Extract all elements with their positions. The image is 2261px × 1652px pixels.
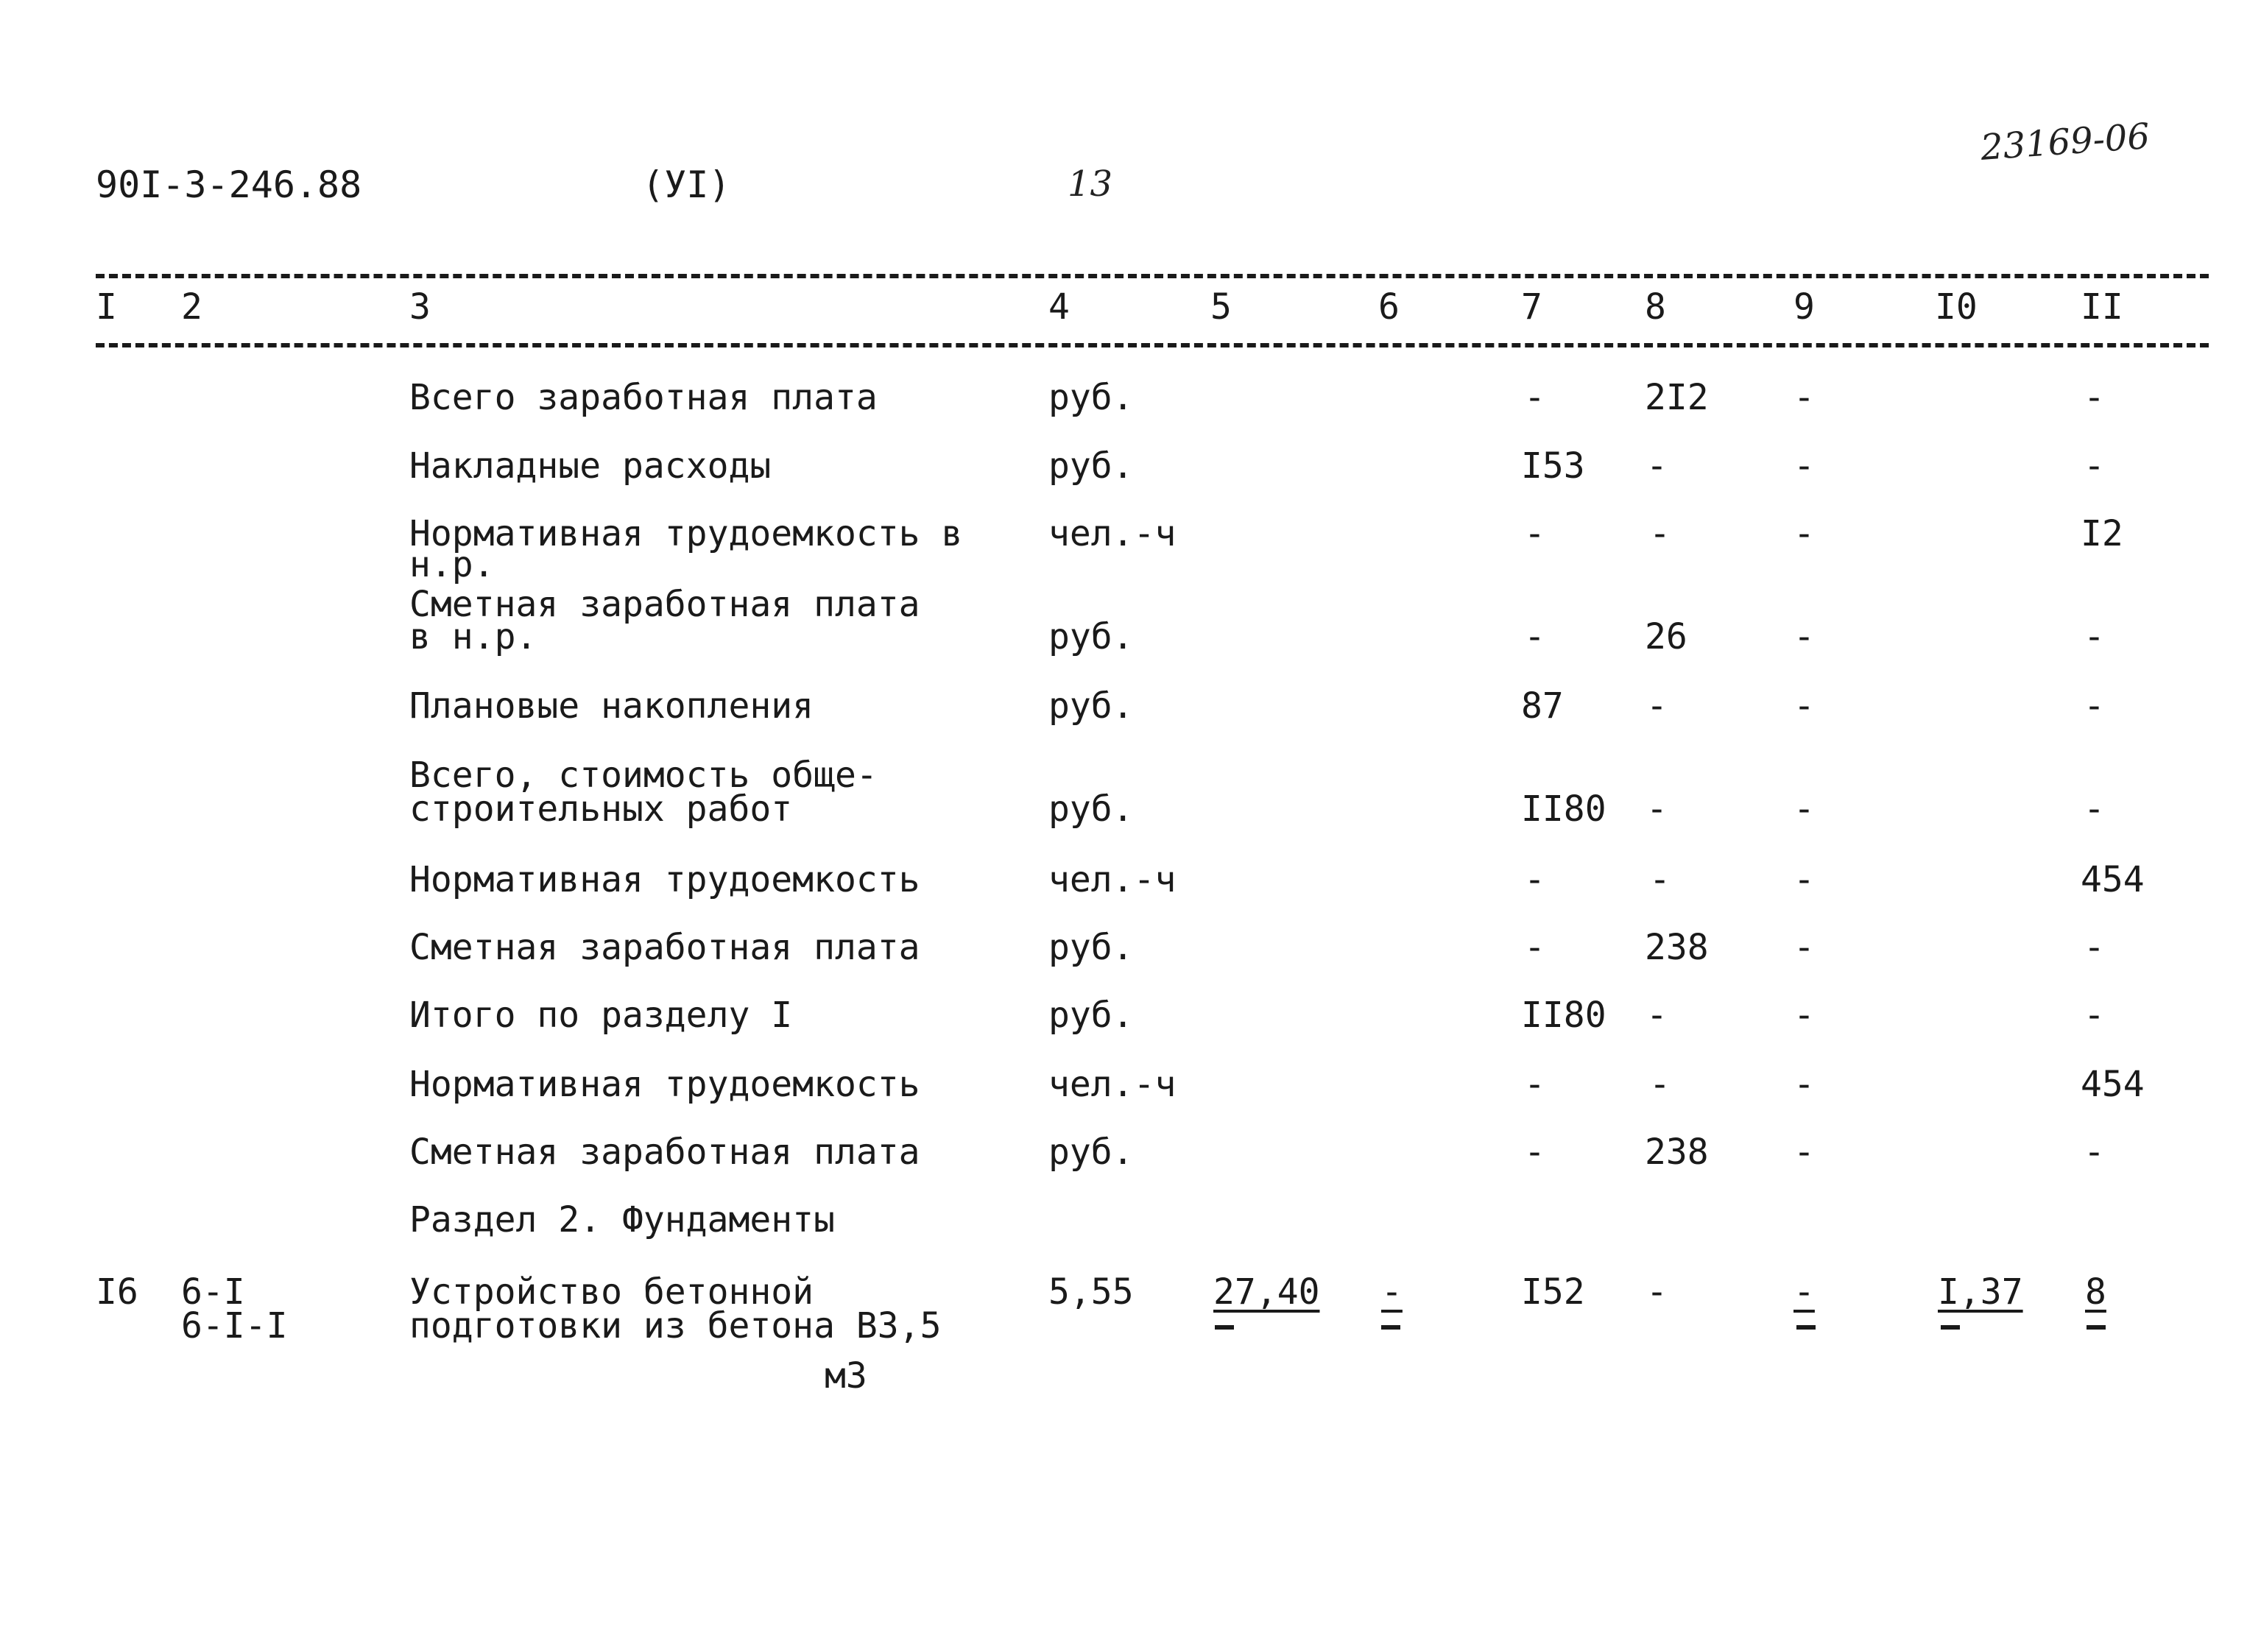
cell-col7: - (1524, 513, 1545, 554)
cell-col10: I,37 (1938, 1271, 2023, 1313)
table-top-rule (96, 274, 2209, 278)
column-header: 6 (1378, 286, 1400, 328)
row-name-cont: н.р. (409, 544, 495, 585)
column-header: 5 (1210, 286, 1232, 328)
row-name: Нормативная трудоемкость (409, 1064, 920, 1105)
cell-col8: - (1649, 859, 1671, 900)
cell-col8: 238 (1645, 1132, 1709, 1173)
cell-col11: - (2084, 445, 2105, 487)
cell-col8: - (1646, 445, 1668, 487)
cell-col8: - (1646, 788, 1668, 830)
row-unit: руб. (1048, 685, 1134, 727)
cell-col11: 454 (2081, 859, 2145, 900)
cell-col7: - (1524, 377, 1545, 418)
cell-col7: I53 (1521, 445, 1585, 487)
row-name: Нормативная трудоемкость (409, 859, 920, 900)
section-heading: Раздел 2. Фундаменты (409, 1199, 835, 1240)
cell-col7: II80 (1521, 788, 1606, 830)
cell-col9: - (1793, 995, 1815, 1036)
cell-col8: - (1649, 1064, 1671, 1105)
row-unit: чел.-ч (1048, 1064, 1177, 1105)
page-number: 13 (1068, 163, 1113, 205)
cell-col5: 27,40 (1213, 1271, 1320, 1313)
row-unit: чел.-ч (1048, 513, 1177, 554)
cell-col8: 2I2 (1645, 377, 1709, 418)
row-name: Плановые накопления (409, 685, 814, 727)
cell-col7: - (1524, 1064, 1545, 1105)
table-header-rule (96, 343, 2209, 347)
dash-mark (1381, 1325, 1400, 1330)
cell-col8: 238 (1645, 927, 1709, 968)
dash-mark (1215, 1325, 1234, 1330)
row-name: Сметная заработная плата (409, 584, 920, 625)
cell-col11: - (2084, 377, 2105, 418)
column-header: 8 (1645, 286, 1666, 328)
row-unit: руб. (1048, 377, 1134, 418)
row-unit: руб. (1048, 927, 1134, 968)
column-header: 4 (1048, 286, 1070, 328)
row-name: Устройство бетонной (409, 1271, 814, 1313)
cell-col11: - (2084, 995, 2105, 1036)
cell-col11: - (2084, 616, 2105, 657)
cell-col8: - (1646, 1271, 1668, 1313)
row-unit: чел.-ч (1048, 859, 1177, 900)
row-name: Сметная заработная плата (409, 1132, 920, 1173)
row-unit: руб. (1048, 1132, 1134, 1173)
cell-col4: 5,55 (1048, 1271, 1134, 1313)
cell-col6: - (1381, 1271, 1403, 1313)
doc-part: (УI) (642, 163, 731, 206)
column-header: I (96, 286, 117, 328)
row-name-cont: в н.р. (409, 616, 537, 657)
item-number: I6 (96, 1271, 138, 1313)
row-unit: руб. (1048, 616, 1134, 657)
cell-col7: 87 (1521, 685, 1564, 727)
cell-col9: - (1793, 513, 1815, 554)
cell-col7: - (1524, 616, 1545, 657)
cell-col9: - (1793, 377, 1815, 418)
row-name: Сметная заработная плата (409, 927, 920, 968)
cell-col7: II80 (1521, 995, 1606, 1036)
row-name: Нормативная трудоемкость в (409, 513, 963, 554)
cell-col9: - (1793, 788, 1815, 830)
column-header: 3 (409, 286, 431, 328)
dash-mark (1796, 1325, 1816, 1330)
row-unit: руб. (1048, 995, 1134, 1036)
cell-col11: - (2084, 1132, 2105, 1173)
cell-col7: - (1524, 927, 1545, 968)
cell-col11: 454 (2081, 1064, 2145, 1105)
cell-col9: - (1793, 859, 1815, 900)
dash-mark (2087, 1325, 2106, 1330)
item-code: 6-I (181, 1271, 245, 1313)
row-unit: руб. (1048, 445, 1134, 487)
cell-col11: 8 (2085, 1271, 2106, 1313)
cell-col9: - (1793, 1064, 1815, 1105)
cell-col9: - (1793, 685, 1815, 727)
handwritten-stamp: 23169-06 (1979, 116, 2151, 169)
row-name: Всего заработная плата (409, 377, 878, 418)
cell-col7: - (1524, 859, 1545, 900)
dash-mark (1941, 1325, 1960, 1330)
cell-col9: - (1793, 616, 1815, 657)
cell-col9: - (1793, 927, 1815, 968)
cell-col8: - (1646, 995, 1668, 1036)
column-header: II (2081, 286, 2123, 328)
column-header: I0 (1935, 286, 1978, 328)
column-header: 9 (1793, 286, 1815, 328)
row-name: Всего, стоимость обще- (409, 755, 878, 796)
cell-col9: - (1793, 1271, 1815, 1313)
item-code-sub: 6-I-I (181, 1305, 288, 1346)
cell-col8: 26 (1645, 616, 1687, 657)
cell-col8: - (1646, 685, 1668, 727)
cell-col11: - (2084, 685, 2105, 727)
row-unit: руб. (1048, 788, 1134, 830)
row-name-cont: строительных работ (409, 788, 793, 830)
row-name-cont: подготовки из бетона В3,5 (409, 1305, 942, 1346)
cell-col9: - (1793, 445, 1815, 487)
measure-unit: м3 (825, 1355, 867, 1397)
cell-col11: I2 (2081, 513, 2123, 554)
row-name: Итого по разделу I (409, 995, 793, 1036)
cell-col8: - (1649, 513, 1671, 554)
column-header: 2 (181, 286, 202, 328)
cell-col7: I52 (1521, 1271, 1585, 1313)
cell-col11: - (2084, 788, 2105, 830)
cell-col7: - (1524, 1132, 1545, 1173)
cell-col9: - (1793, 1132, 1815, 1173)
doc-number: 90I-3-246.88 (96, 163, 362, 206)
cell-col11: - (2084, 927, 2105, 968)
row-name: Накладные расходы (409, 445, 772, 487)
column-header: 7 (1521, 286, 1542, 328)
